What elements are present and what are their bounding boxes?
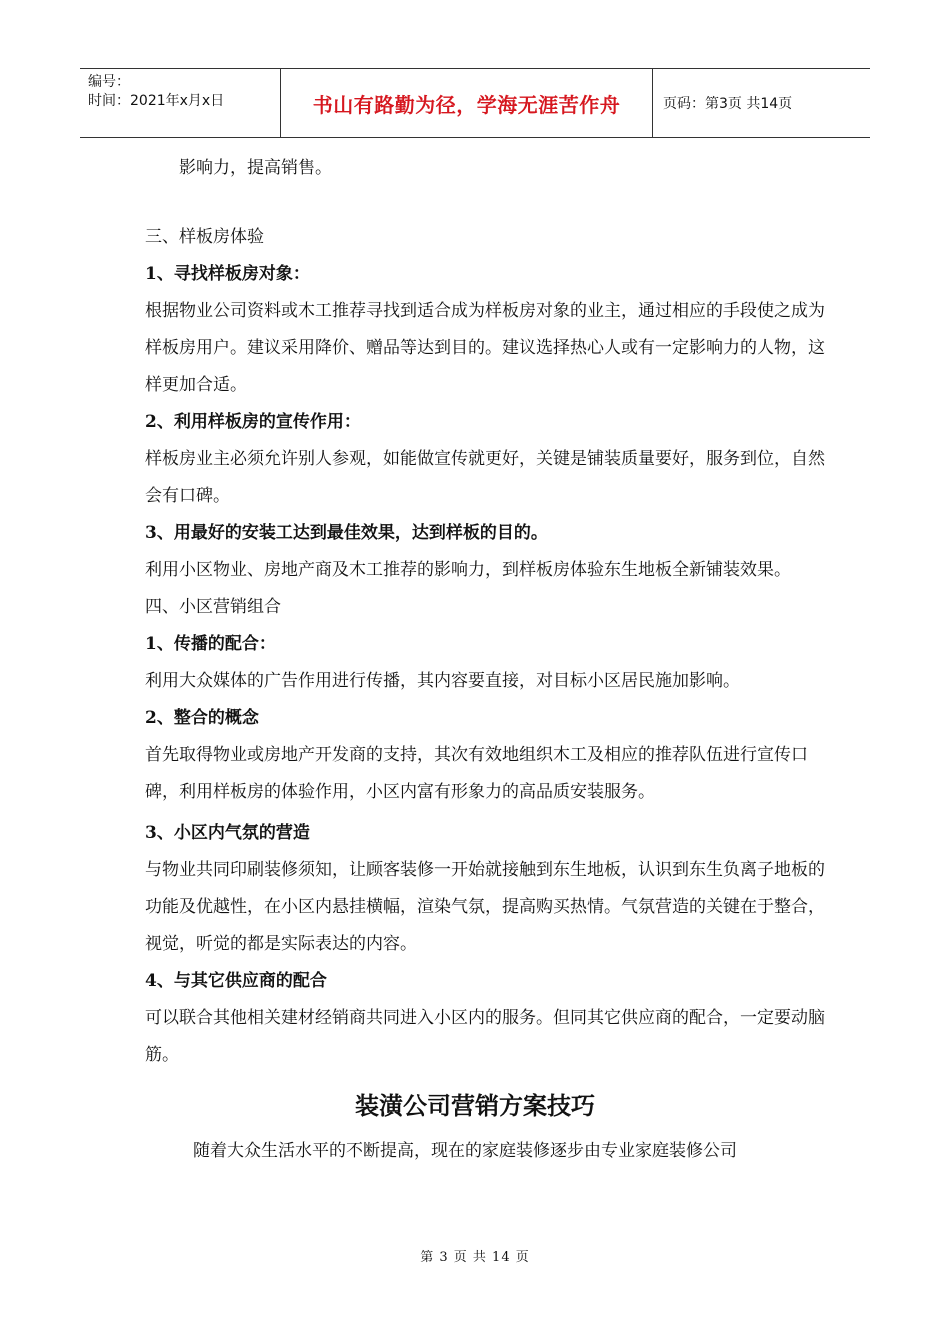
paragraph: 随着大众生活水平的不断提高，现在的家庭装修逐步由专业家庭装修公司: [193, 1141, 737, 1161]
paragraph: 可以联合其他相关建材经销商共同进入小区内的服务。但同其它供应商的配合，一定要动脑筋。: [145, 1008, 825, 1065]
paragraph: 影响力，提高销售。: [179, 158, 332, 178]
section-heading: 四、小区营销组合: [145, 597, 281, 617]
subsection-heading: 4、与其它供应商的配合: [145, 971, 327, 991]
document-number-label: 编号：: [88, 74, 130, 90]
subsection-heading: 3、用最好的安装工达到最佳效果，达到样板的目的。: [145, 523, 548, 543]
document-body: [145, 150, 825, 1170]
subsection-heading: 1、传播的配合：: [145, 634, 276, 654]
paragraph: 利用小区物业、房地产商及木工推荐的影响力，到样板房体验东生地板全新铺装效果。: [145, 560, 791, 580]
header-page-label: 页码：第3页 共14页: [663, 96, 793, 112]
page-footer: 第 3 页 共 14 页: [420, 1250, 530, 1265]
page-header: [80, 68, 870, 138]
paragraph: 利用大众媒体的广告作用进行传播，其内容要直接，对目标小区居民施加影响。: [145, 671, 740, 691]
subsection-heading: 3、小区内气氛的营造: [145, 823, 310, 843]
subsection-heading: 1、寻找样板房对象：: [145, 264, 310, 284]
paragraph: 根据物业公司资料或木工推荐寻找到适合成为样板房对象的业主，通过相应的手段使之成为样板房用户。建议采用降价、赠品等达到目的。建议选择热心人或有一定影响力的人物，这样更加合适。: [145, 301, 825, 395]
paragraph: 样板房业主必须允许别人参观，如能做宣传就更好，关键是铺装质量要好，服务到位，自然会有口碑。: [145, 449, 825, 506]
document-time-label: 时间：2021年x月x日: [88, 93, 225, 109]
paragraph: 首先取得物业或房地产开发商的支持，其次有效地组织木工及相应的推荐队伍进行宣传口碑，利用样板房的体验作用，小区内富有形象力的高品质安装服务。: [145, 745, 808, 802]
header-motto: 书山有路勤为径，学海无涯苦作舟: [281, 69, 653, 137]
subsection-heading: 2、整合的概念: [145, 708, 259, 728]
article-title: 装潢公司营销方案技巧: [355, 1092, 595, 1120]
section-heading: 三、样板房体验: [145, 227, 264, 247]
subsection-heading: 2、利用样板房的宣传作用：: [145, 412, 361, 432]
paragraph: 与物业共同印刷装修须知，让顾客装修一开始就接触到东生地板，认识到东生负离子地板的功能及优越性，在小区内悬挂横幅，渲染气氛，提高购买热情。气氛营造的关键在于整合，视觉，听觉的都是实际表达的内容。: [145, 860, 825, 954]
header-meta: [80, 69, 281, 137]
